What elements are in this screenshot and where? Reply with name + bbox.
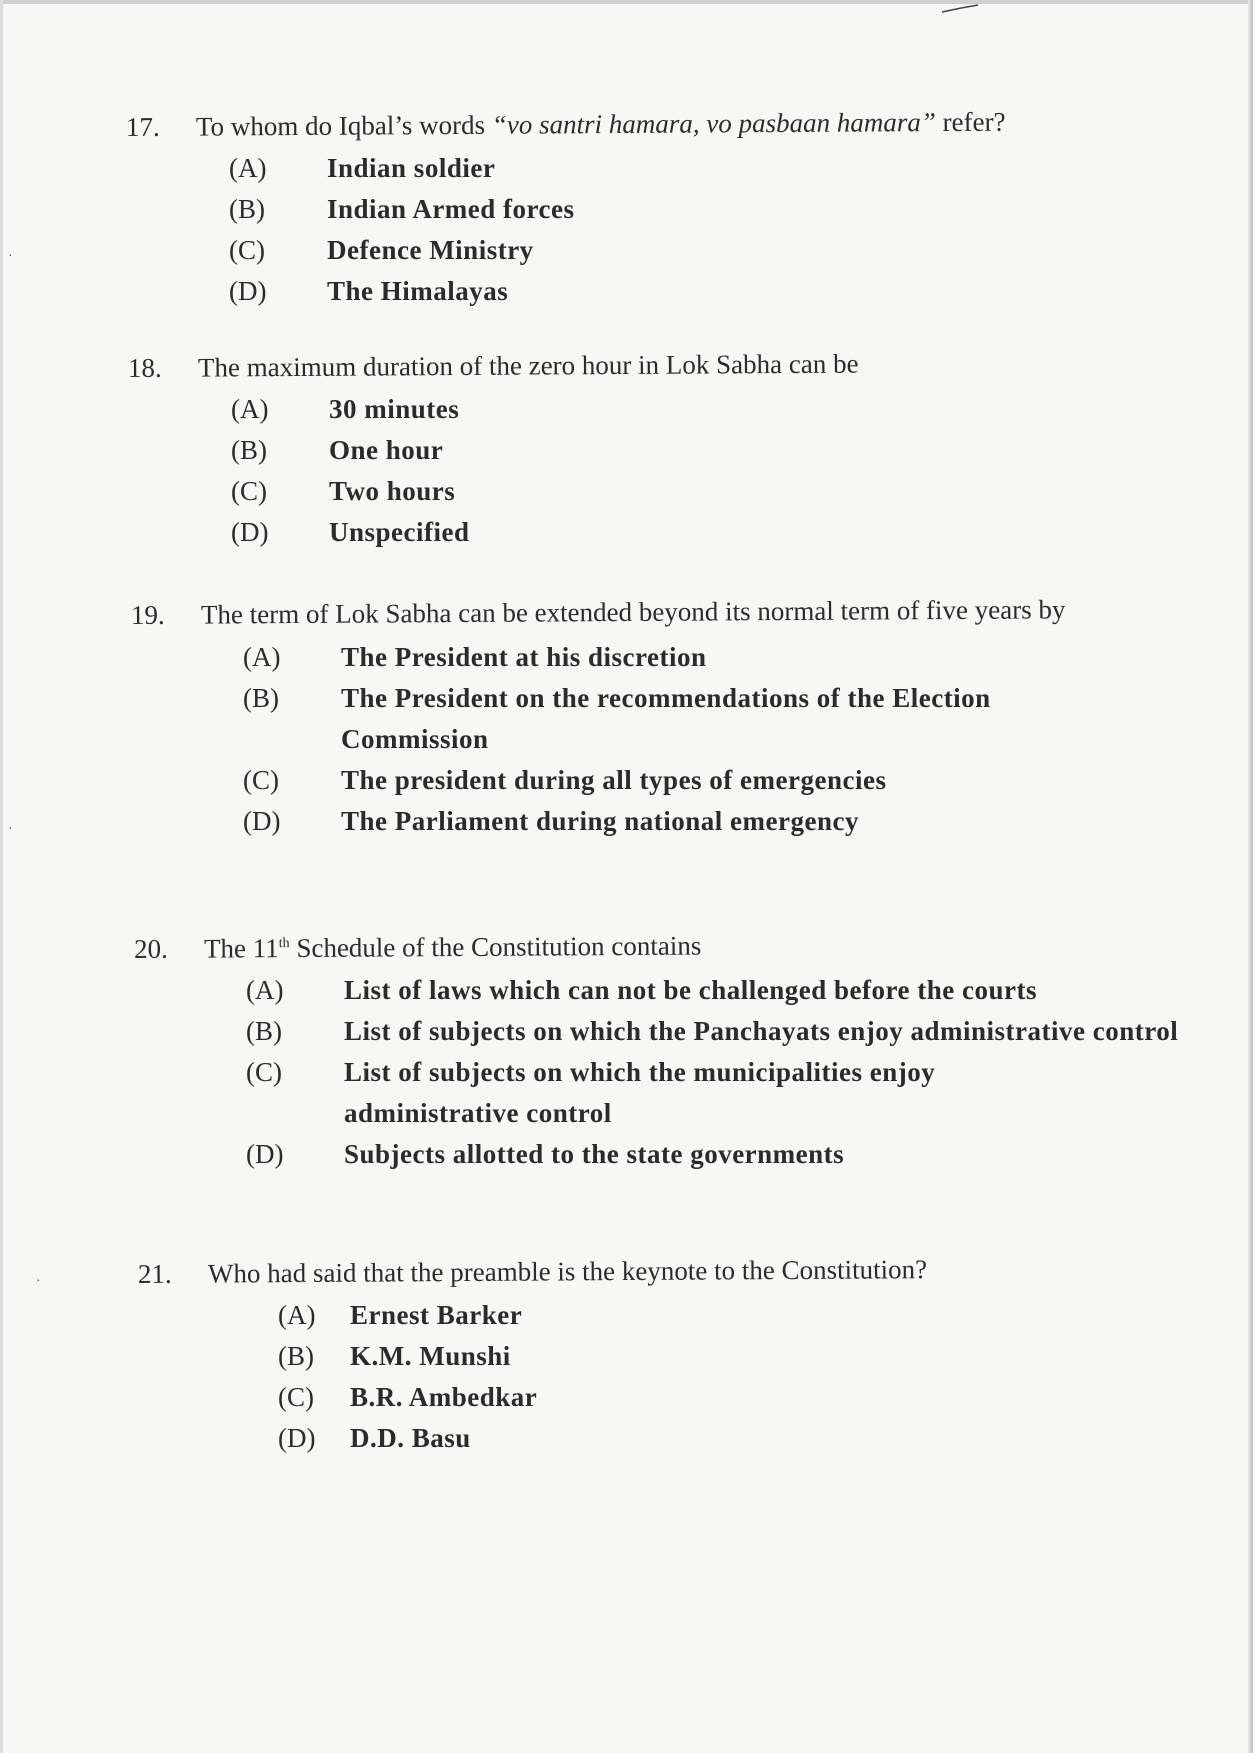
pen-stroke-mark <box>940 2 980 16</box>
option-b[interactable] <box>243 678 1171 760</box>
option-letter: (B) <box>229 194 265 224</box>
option-a[interactable] <box>243 637 1171 678</box>
option-a[interactable] <box>246 970 1194 1011</box>
option-d[interactable] <box>243 801 1171 842</box>
option-b[interactable] <box>229 189 1006 230</box>
question-number: 17. <box>125 111 160 142</box>
superscript: th <box>278 936 290 952</box>
option-a[interactable] <box>231 389 859 430</box>
scan-dot: · <box>36 1274 41 1289</box>
option-text: Subjects allotted to the state governments <box>344 1139 845 1169</box>
option-text: Ernest Barker <box>350 1300 523 1330</box>
option-d[interactable] <box>246 1134 1194 1175</box>
option-c[interactable] <box>231 471 859 512</box>
option-letter: (B) <box>278 1341 314 1371</box>
option-a[interactable] <box>278 1295 927 1336</box>
question-text: The term of Lok Sabha can be extended beyond its normal term of five years by <box>200 594 1066 630</box>
question-number: 18. <box>127 352 162 383</box>
option-text: K.M. Munshi <box>350 1341 511 1371</box>
option-letter: (C) <box>229 235 265 265</box>
option-a[interactable] <box>229 148 1006 189</box>
option-text: The Parliament during national emergency <box>341 806 859 836</box>
option-text: Defence Ministry <box>327 235 534 265</box>
option-d[interactable] <box>231 512 859 553</box>
option-letter: (A) <box>243 642 281 672</box>
option-letter: (D) <box>243 806 281 836</box>
page-left-edge <box>0 0 3 1753</box>
option-text: List of subjects on which the municipalities enjoy administrative control <box>344 1057 936 1128</box>
question-number: 19. <box>130 599 165 630</box>
question-text: Who had said that the preamble is the keynote to the Constitution? <box>207 1254 928 1289</box>
option-d[interactable] <box>278 1418 927 1459</box>
question-18 <box>128 345 859 553</box>
option-text: The Himalayas <box>327 276 509 306</box>
option-c[interactable] <box>246 1052 1194 1134</box>
question-text: The maximum duration of the zero hour in Lok Sabha can be <box>197 348 859 383</box>
question-19 <box>131 591 1171 842</box>
scan-dot: · <box>8 822 13 837</box>
question-number: 21. <box>137 1258 172 1289</box>
option-text: Unspecified <box>329 517 470 547</box>
option-text: 30 minutes <box>329 394 460 424</box>
page-top-edge <box>0 0 1253 4</box>
option-letter: (C) <box>246 1057 282 1087</box>
option-d[interactable] <box>229 271 1006 312</box>
question-21 <box>138 1251 927 1459</box>
option-letter: (D) <box>278 1423 316 1453</box>
option-b[interactable] <box>246 1011 1194 1052</box>
option-text: List of subjects on which the Panchayats enjoy administrative control <box>344 1016 1179 1046</box>
question-17 <box>126 104 1006 312</box>
question-text: The 11th Schedule of the Constitution contains <box>203 930 702 964</box>
option-text: Indian Armed forces <box>327 194 575 224</box>
question-20 <box>134 922 1194 1175</box>
option-letter: (A) <box>229 153 267 183</box>
scan-dot: · <box>8 249 13 264</box>
option-letter: (C) <box>243 765 279 795</box>
option-c[interactable] <box>278 1377 927 1418</box>
option-text: D.D. Basu <box>350 1423 471 1453</box>
option-text: One hour <box>329 435 444 465</box>
option-text: B.R. Ambedkar <box>350 1382 538 1412</box>
option-c[interactable] <box>229 230 1006 271</box>
option-text: The president during all types of emergencies <box>341 765 887 795</box>
page-right-edge <box>1248 0 1253 1753</box>
option-letter: (C) <box>231 476 267 506</box>
option-c[interactable] <box>243 760 1171 801</box>
option-text: The President on the recommendations of the Election Commission <box>341 683 991 754</box>
option-letter: (D) <box>229 276 267 306</box>
option-letter: (B) <box>246 1016 282 1046</box>
option-text: The President at his discretion <box>341 642 707 672</box>
question-number: 20. <box>133 933 168 964</box>
option-b[interactable] <box>231 430 859 471</box>
option-letter: (D) <box>231 517 269 547</box>
option-letter: (B) <box>231 435 267 465</box>
quote-italic: “vo santri hamara, vo pasbaan hamara” <box>491 107 936 140</box>
option-text: Two hours <box>329 476 456 506</box>
option-letter: (A) <box>278 1300 316 1330</box>
option-letter: (A) <box>231 394 269 424</box>
option-letter: (D) <box>246 1139 284 1169</box>
option-text: List of laws which can not be challenged before the courts <box>344 975 1037 1005</box>
option-letter: (A) <box>246 975 284 1005</box>
option-b[interactable] <box>278 1336 927 1377</box>
option-text: Indian soldier <box>327 153 496 183</box>
option-letter: (B) <box>243 683 279 713</box>
question-text: To whom do Iqbal’s words “vo santri hamara, vo pasbaan hamara” refer? <box>195 106 1006 142</box>
option-letter: (C) <box>278 1382 314 1412</box>
